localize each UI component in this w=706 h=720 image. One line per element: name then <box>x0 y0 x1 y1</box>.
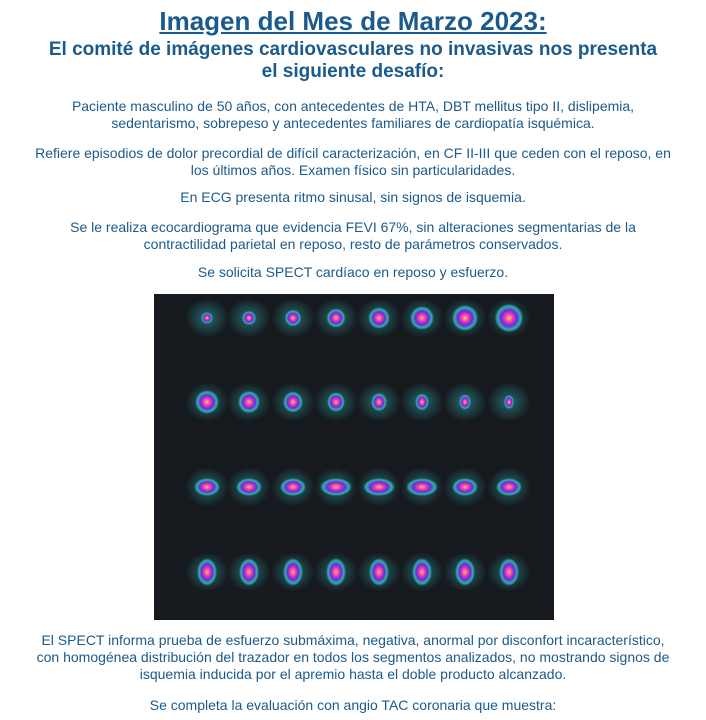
spect-slice <box>238 391 260 414</box>
spect-slice <box>283 391 303 412</box>
paragraph-angio-tac: Se completa la evaluación con angio TAC coronaria que muestra: <box>149 697 557 713</box>
spect-slice <box>495 304 524 333</box>
paragraph-spect-informe: El SPECT informa prueba de esfuerzo submáxima, negativa, anormal por disconfort incaracterístico, con homogénea distribución del trazador en todos los segmentos analizados, no mostrando signos de isquemia inducida por el apremio hasta el doble producto alcanzado. <box>36 632 670 682</box>
spect-slice <box>504 395 514 409</box>
spect-scan-figure <box>154 294 554 620</box>
paragraph-ecocardiograma: Se le realiza ecocardiograma que evidencia FEVI 67%, sin alteraciones segmentarias de la contractilidad parietal en reposo, resto de parámetros conservados. <box>70 219 636 252</box>
spect-slice <box>327 392 345 412</box>
spect-slice <box>242 311 256 325</box>
spect-slice <box>455 558 475 586</box>
spect-slice <box>499 558 519 586</box>
spect-slice <box>371 393 387 411</box>
spect-slice <box>239 558 259 586</box>
spect-slice <box>412 558 432 586</box>
spect-slice <box>452 305 478 331</box>
spect-slice <box>406 478 438 496</box>
page-title: Imagen del Mes de Marzo 2023: <box>159 6 547 36</box>
spect-slice <box>363 478 395 496</box>
spect-slice <box>369 558 389 586</box>
spect-slice <box>194 478 220 496</box>
spect-slice <box>236 478 262 496</box>
spect-slice <box>283 558 303 586</box>
paragraph-sintomas: Refiere episodios de dolor precordial de difícil caracterización, en CF II-III que ceden con el reposo, en los últimos años. Examen físico sin particularidades. <box>35 145 671 178</box>
spect-slice <box>197 558 217 586</box>
spect-slice <box>326 308 345 327</box>
spect-slice <box>195 390 219 414</box>
paragraph-antecedentes: Paciente masculino de 50 años, con antecedentes de HTA, DBT mellitus tipo II, dislipemia, sedentarismo, sobrepeso y antecedentes familiares de cardiopatía isquémica. <box>71 98 635 131</box>
spect-slice <box>410 306 434 330</box>
paragraph-ecg: En ECG presenta ritmo sinusal, sin signos de isquemia. <box>180 189 526 205</box>
spect-slice <box>415 394 429 411</box>
spect-slice <box>459 394 471 410</box>
spect-slice <box>320 478 352 496</box>
spect-slice <box>201 312 213 324</box>
spect-slice <box>452 478 478 496</box>
spect-slice <box>368 307 390 329</box>
spect-image <box>154 294 554 620</box>
spect-slice <box>326 558 346 586</box>
page-subtitle: El comité de imágenes cardiovasculares no invasivas nos presenta el siguiente desafío: <box>48 39 658 82</box>
spect-slice <box>496 478 522 496</box>
spect-slice <box>280 478 306 496</box>
paragraph-spect-solicitud: Se solicita SPECT cardíaco en reposo y esfuerzo. <box>197 264 509 280</box>
spect-slice <box>285 310 302 327</box>
